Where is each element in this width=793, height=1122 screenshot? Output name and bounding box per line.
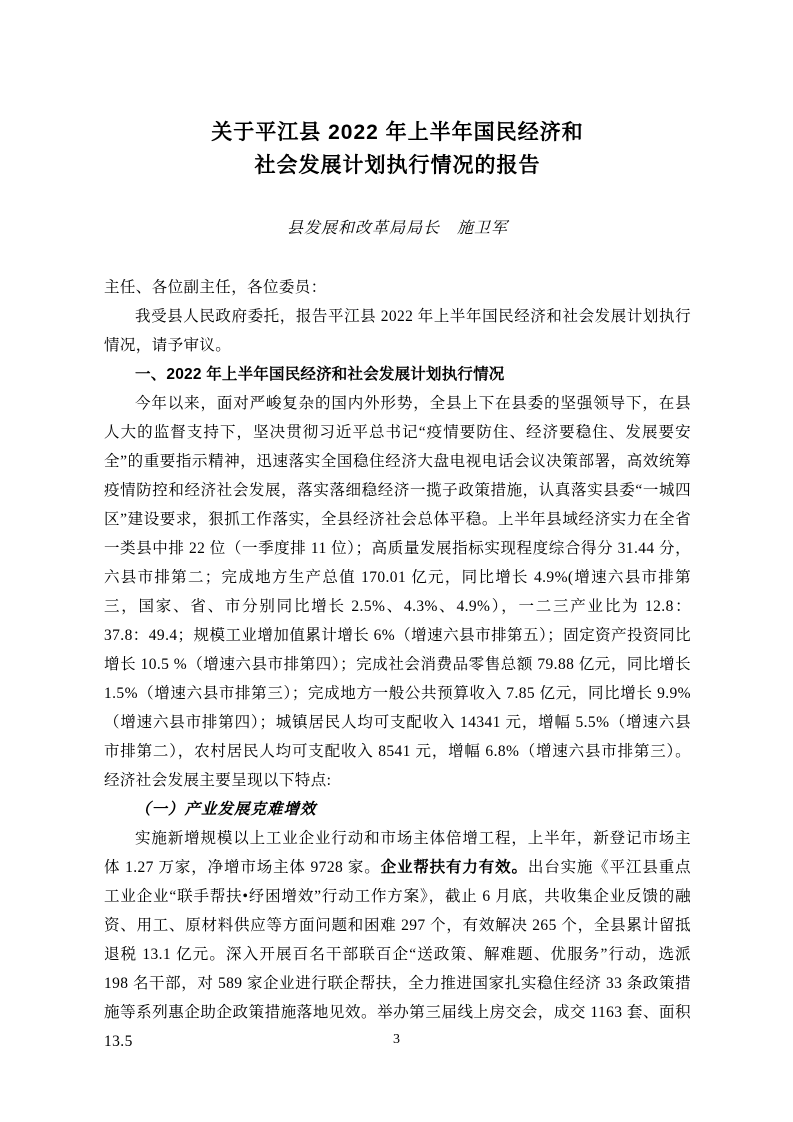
- subsection-1-paragraph: [104, 824, 691, 1056]
- document-content: [104, 0, 691, 1056]
- subsection-1-text-rest: 出台实施《平江县重点工业企业“联手帮扶•纾困增效”行动工作方案》，截止 6 月底，共收集企业反馈的融资、用工、原材料供应等方面问题和困难 297 个，有效解决 265 个，全县累计留抵退税 13.1 亿元。深入开展百名干部联百企“送政策、解难题、优服务”行动，选派 198 名干部，对 589 家企业进行联企帮扶，全力推进国家扎实稳住经济 33 条政策措施等系列惠企助企政策措施落地见效。举办第三届线上房交会，成交 1163 套、面积 13.5: [104, 859, 691, 1050]
- document-body: [104, 273, 691, 1056]
- page-number: 3: [393, 1032, 400, 1047]
- document-title-line2: 社会发展计划执行情况的报告: [254, 154, 541, 177]
- section-1-paragraph: 今年以来，面对严峻复杂的国内外形势，全县上下在县委的坚强领导下，在县人大的监督支持下，坚决贯彻习近平总书记“疫情要防住、经济要稳住、发展要安全”的重要指示精神，迅速落实全国稳住经济大盘电视电话会议决策部署，高效统筹疫情防控和经济社会发展，落实落细稳经济一揽子政策措施，认真落实县委“一城四区”建设要求，狠抓工作落实，全县经济社会总体平稳。上半年县域经济实力在全省一类县中排 22 位（一季度排 11 位）；高质量发展指标实现程度综合得分 31.44 分，六县市排第二；完成地方生产总值 170.01 亿元，同比增长 4.9%(增速六县市排第三，国家、省、市分别同比增长 2.5%、4.3%、4.9%），一二三产业比为 12.8：37.8：49.4；规模工业增加值累计增长 6%（增速六县市排第五）；固定资产投资同比增长 10.5 %（增速六县市排第四）；完成社会消费品零售总额 79.88 亿元，同比增长 1.5%（增速六县市排第三）；完成地方一般公共预算收入 7.85 亿元，同比增长 9.9%（增速六县市排第四）；城镇居民人均可支配收入 14341 元，增幅 5.5%（增速六县市排第二），农村居民人均可支配收入 8541 元，增幅 6.8%（增速六县市排第三）。经济社会发展主要呈现以下特点:: [104, 395, 691, 789]
- intro-paragraph: 我受县人民政府委托，报告平江县 2022 年上半年国民经济和社会发展计划执行情况，请予审议。: [104, 308, 691, 354]
- subsection-1-heading: （一）产业发展克难增效: [135, 801, 317, 818]
- section-1-heading: 一、2022 年上半年国民经济和社会发展计划执行情况: [135, 366, 505, 383]
- document-byline: 县发展和改革局局长 施卫军: [286, 220, 508, 237]
- subsection-1-text-start: 实施新增规模以上工业企业行动和市场主体倍增工程，上半年，新登记市场主体 1.27 万家，净增市场主体 9728 家。: [104, 830, 691, 876]
- salutation: 主任、各位副主任，各位委员：: [104, 279, 327, 296]
- document-title: [104, 116, 691, 182]
- document-title-line1: 关于平江县 2022 年上半年国民经济和: [211, 121, 584, 144]
- subsection-1-text-bold: 企业帮扶有力有效。: [380, 859, 528, 876]
